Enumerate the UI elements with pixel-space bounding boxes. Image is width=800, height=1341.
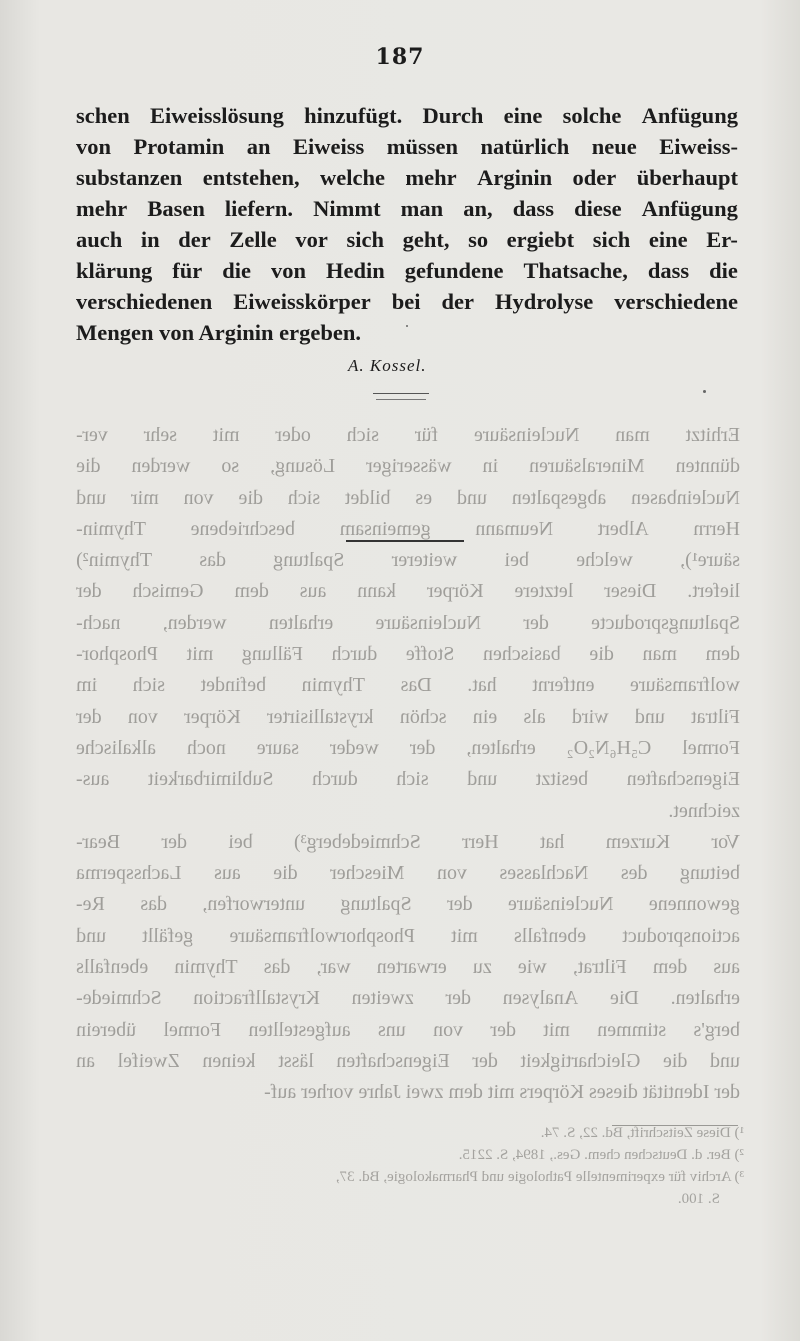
bleed-line: dünnten Mineralsäuren in wässeriger Lösung, so werden die: [76, 455, 740, 478]
bleed-line: Spaltungsproducte der Nucleinsäure erhalten werden, nach-: [76, 611, 740, 634]
bleed-line: berg's stimmen mit der von uns aufgestellten Formel überein: [76, 1018, 740, 1041]
text-line: Mengen von Arginin ergeben.: [76, 320, 361, 345]
bleed-line: erhalten. Die Analysen der zweiten Krystallfraction Schmiede-: [76, 987, 740, 1010]
text-line: schen Eiweisslösung hinzufügt. Durch eine solche Anfügung: [76, 103, 738, 128]
bleed-line: beitung des Nachlasses von Miescher die aus Lachssperma: [76, 862, 740, 885]
bleed-line: aus dem Filtrat, wie zu erwarten war, das Thymin ebenfalls: [76, 956, 740, 979]
main-paragraph: [76, 100, 738, 348]
bleed-line: Erhitzt man Nucleinsäure für sich oder mit sehr ver-: [76, 424, 740, 446]
text-line: klärung für die von Hedin gefundene Thatsache, dass die: [76, 258, 738, 283]
bleed-line: wolframsäure entfernt hat. Das Thymin befindet sich im: [76, 674, 740, 697]
text-line: substanzen entstehen, welche mehr Arginin oder überhaupt: [76, 165, 738, 190]
text-line: von Protamin an Eiweiss müssen natürlich neue Eiweiss-: [76, 134, 738, 159]
bleed-line: der Identität dieses Körpers mit dem zwei Jahre vorher auf-: [264, 1081, 740, 1104]
bleed-line: dem man die basischen Stoffe durch Fällung mit Phosphor-: [76, 643, 740, 666]
section-divider-short-lower: [376, 399, 426, 400]
bleed-footnote: ²) Ber. d. Deutschen chem. Ges., 1894, S. 2215.: [458, 1147, 744, 1163]
print-speck: [703, 390, 706, 393]
bleed-line: Eigenschaften besitzt und sich durch Sublimirbarkeit aus-: [76, 768, 740, 791]
bleed-through-footnotes: [80, 1122, 744, 1210]
text-line: mehr Basen liefern. Nimmt man an, dass diese Anfügung: [76, 196, 738, 221]
bleed-line: Filtrat und wird als ein schön krystallisirter Körper von der: [76, 705, 740, 728]
author-signature: A. Kossel.: [348, 356, 427, 375]
bleed-footnote: S. 100.: [677, 1191, 720, 1207]
bleed-line: zeichnet.: [668, 799, 740, 822]
bleed-footnote: ³) Archiv für experimentelle Pathologie und Pharmakologie, Bd. 37,: [335, 1169, 744, 1185]
page-number: 187: [375, 44, 425, 70]
bleed-line: und die Gleichartigkeit der Eigenschaften lässt keinen Zweifel an: [76, 1049, 740, 1072]
bleed-line: Nucleinbasen abgespalten und es bildet sich die von mir und: [76, 486, 740, 509]
bleed-line: gewonnene Nucleinsäure der Spaltung unterworfen, das Re-: [76, 893, 740, 916]
bleed-line: Vor Kurzem hat Herr Schmiedeberg³) bei der Bear-: [76, 830, 740, 853]
bleed-through-text: [76, 420, 740, 1109]
bleed-line: Herrn Albert Neumann gemeinsam beschriebene Thymin-: [76, 517, 740, 540]
bleed-line: säure¹), welche bei weiterer Spaltung das Thymin²): [76, 549, 740, 572]
bleed-footnote: ¹) Diese Zeitschrift, Bd. 22, S. 74.: [540, 1125, 744, 1141]
text-line: auch in der Zelle vor sich geht, so ergiebt sich eine Er-: [76, 227, 738, 252]
bleed-line: liefert. Dieser letztere Körper kann aus dem Gemisch der: [76, 580, 740, 603]
text-line: verschiedenen Eiweisskörper bei der Hydrolyse verschiedene: [76, 289, 738, 314]
print-speck: [406, 325, 408, 327]
section-divider-short: [373, 393, 429, 394]
bleed-line: actionsproduct ebenfalls mit Phosphorwolframsäure gefällt und: [76, 924, 740, 947]
bleed-line: Formel C₅H₆N₂O₂ erhalten, der weder saure noch alkalische: [76, 736, 740, 759]
